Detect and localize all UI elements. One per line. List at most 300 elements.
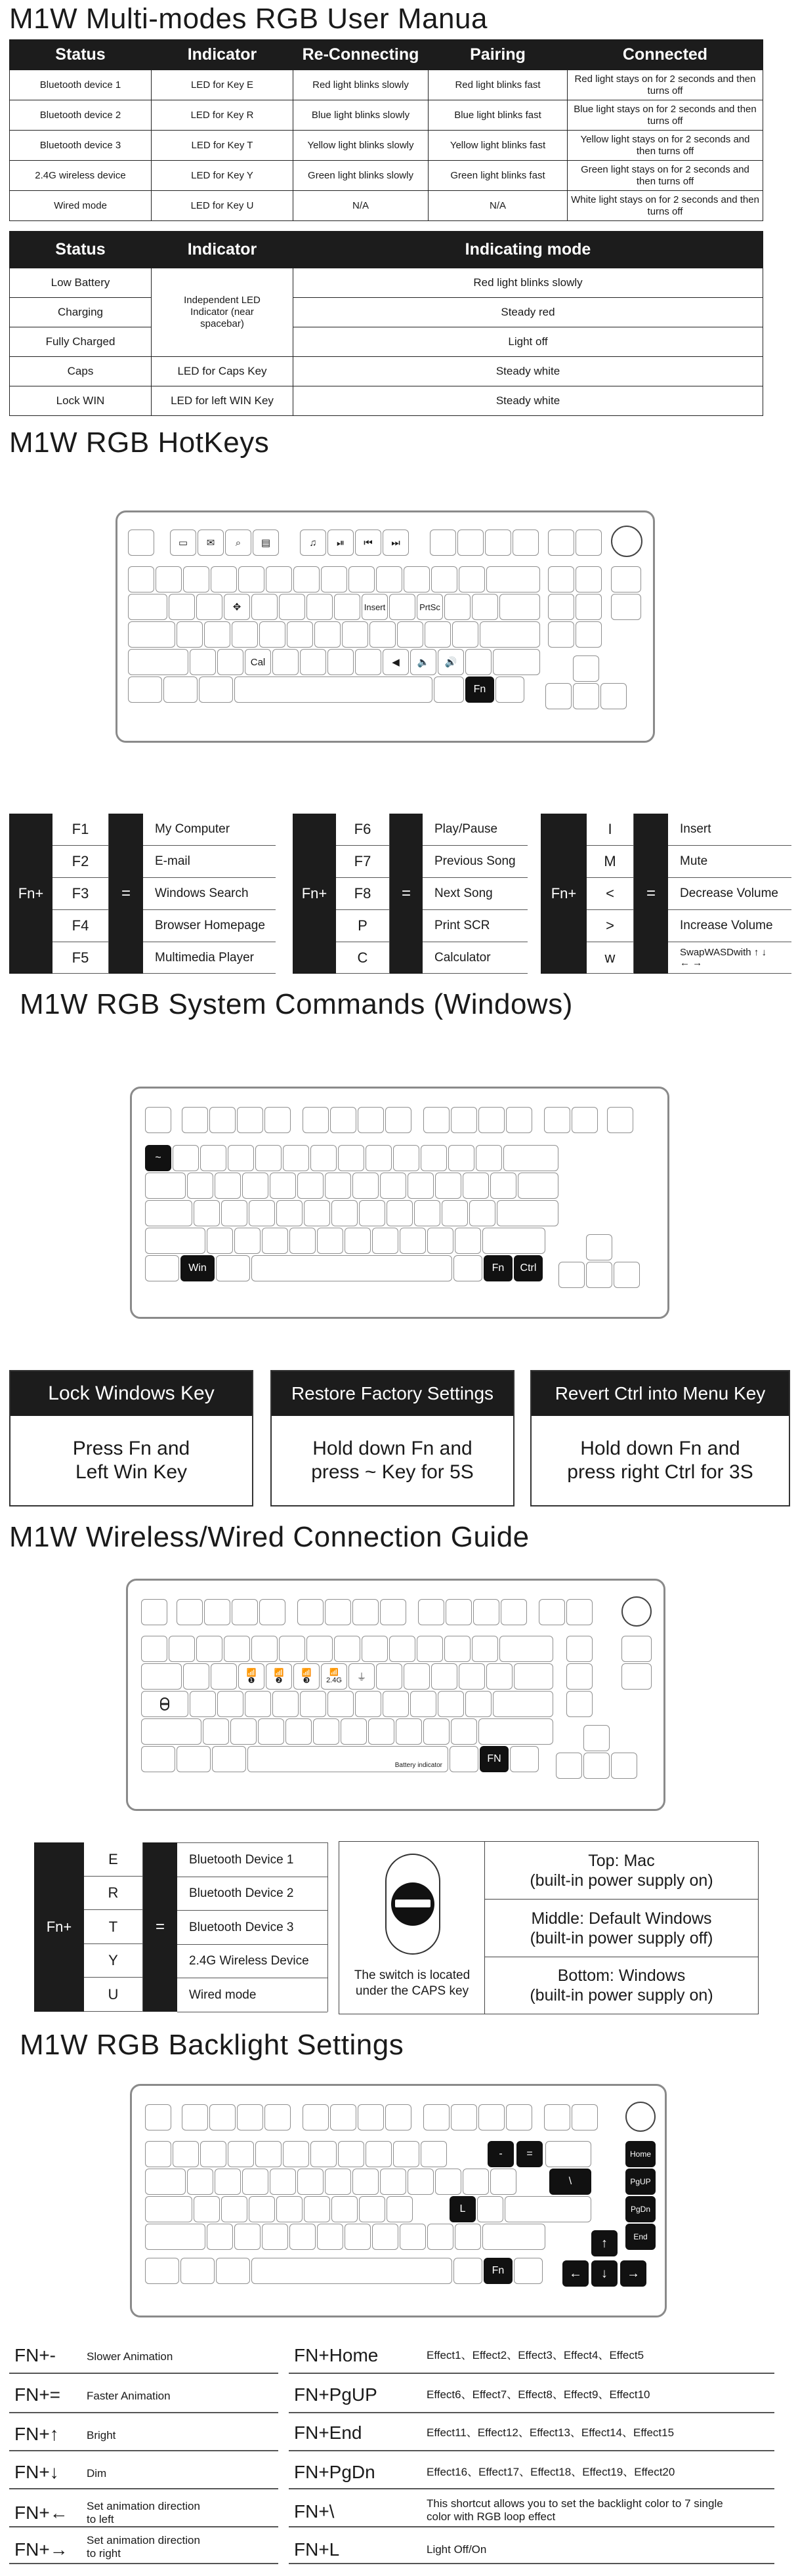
enter-key bbox=[497, 1200, 558, 1226]
keyboard-diagram-system bbox=[130, 1087, 669, 1319]
key bbox=[485, 530, 511, 556]
box-title: Restore Factory Settings bbox=[272, 1371, 513, 1416]
key bbox=[293, 566, 320, 592]
music-key bbox=[300, 530, 326, 556]
key bbox=[177, 621, 203, 648]
volume-knob bbox=[625, 2102, 656, 2132]
cell: Yellow light blinks fast bbox=[429, 131, 568, 161]
manual-title: M1W Multi-modes RGB User Manua bbox=[9, 3, 488, 35]
hotkey-desc: Insert bbox=[668, 814, 791, 846]
key bbox=[209, 2104, 236, 2130]
key bbox=[544, 2104, 570, 2130]
box-title: Lock Windows Key bbox=[10, 1371, 252, 1416]
cell: Green light stays on for 2 seconds and then turns off bbox=[568, 161, 763, 191]
key bbox=[289, 1228, 316, 1254]
key bbox=[400, 2224, 426, 2250]
key bbox=[145, 1107, 171, 1133]
key bbox=[452, 621, 478, 648]
shortcut-key: FN+→ bbox=[14, 2539, 68, 2560]
caps-key bbox=[145, 1200, 192, 1226]
key bbox=[217, 649, 243, 675]
key bbox=[338, 1145, 364, 1171]
mode-row-top bbox=[485, 1842, 758, 1900]
hotkey-desc: Play/Pause bbox=[423, 814, 528, 846]
shortcut-key: FN+← bbox=[14, 2503, 68, 2523]
mode-desc: Bluetooth Device 3 bbox=[177, 1911, 327, 1945]
shortcut-desc: Bright bbox=[87, 2429, 116, 2441]
shortcut-desc: Light Off/On bbox=[427, 2543, 487, 2556]
mode-line: (built-in power supply on) bbox=[530, 1986, 713, 2005]
key bbox=[385, 1107, 411, 1133]
key bbox=[544, 1107, 570, 1133]
shortcut-desc: Set animation direction to left bbox=[87, 2500, 200, 2525]
mode-key: U bbox=[84, 1978, 142, 2012]
wifi-icon: 📶 bbox=[301, 1668, 312, 1677]
key bbox=[472, 1636, 498, 1662]
music-icon: ♫ bbox=[309, 537, 317, 549]
switch-icon bbox=[385, 1854, 440, 1955]
shortcut-desc: Dim bbox=[87, 2467, 107, 2480]
cell: Red light blinks slowly bbox=[293, 268, 763, 298]
key bbox=[182, 1107, 208, 1133]
key bbox=[566, 1691, 593, 1717]
hotkey-descriptions bbox=[668, 814, 791, 974]
keyboard-diagram-backlight bbox=[130, 2084, 667, 2317]
key bbox=[331, 1200, 358, 1226]
equals-sign: = bbox=[634, 814, 668, 974]
right-arrow-key: → bbox=[620, 2260, 646, 2287]
key bbox=[455, 1228, 481, 1254]
divider bbox=[9, 2412, 278, 2413]
backspace-key bbox=[503, 1145, 558, 1171]
key bbox=[200, 2141, 226, 2167]
play-pause-icon: ⏯ bbox=[336, 537, 345, 549]
box-body bbox=[532, 1416, 789, 1505]
right-shift-key bbox=[482, 2224, 545, 2250]
hotkey-desc: Browser Homepage bbox=[143, 910, 276, 942]
win-key bbox=[180, 2258, 215, 2284]
key bbox=[310, 2141, 337, 2167]
box-line: Hold down Fn and bbox=[580, 1438, 740, 1459]
bt-number: ❷ bbox=[275, 1676, 283, 1685]
hotkey-desc: Decrease Volume bbox=[668, 878, 791, 910]
key bbox=[249, 2196, 275, 2222]
enter-key bbox=[480, 621, 540, 648]
key bbox=[264, 1107, 291, 1133]
table-row bbox=[10, 298, 763, 327]
key bbox=[400, 1228, 426, 1254]
cell: Blue light blinks fast bbox=[429, 100, 568, 131]
key bbox=[331, 2196, 358, 2222]
alt-key bbox=[216, 1255, 250, 1281]
key bbox=[434, 676, 464, 703]
key bbox=[572, 1107, 598, 1133]
key bbox=[283, 2141, 309, 2167]
divider bbox=[289, 2488, 774, 2489]
key bbox=[490, 1173, 516, 1199]
enter-key bbox=[493, 1691, 553, 1717]
key bbox=[345, 1228, 371, 1254]
key bbox=[270, 1173, 296, 1199]
key bbox=[514, 2258, 543, 2284]
divider bbox=[9, 2526, 278, 2527]
key bbox=[427, 2224, 453, 2250]
fn-key: Fn bbox=[484, 2258, 513, 2284]
shortcut-desc: Faster Animation bbox=[87, 2390, 171, 2402]
hotkey-desc: Previous Song bbox=[423, 846, 528, 878]
hotkey-key: F4 bbox=[52, 910, 108, 942]
cell: N/A bbox=[293, 191, 429, 221]
shortcut-key: FN+L bbox=[294, 2539, 340, 2560]
key bbox=[234, 1228, 261, 1254]
key bbox=[306, 594, 333, 620]
key bbox=[224, 1636, 250, 1662]
hotkey-desc: SwapWASDwith ↑ ↓ ← → bbox=[668, 942, 791, 974]
ctrl-right-key: Ctrl bbox=[514, 1255, 543, 1281]
key bbox=[352, 1173, 379, 1199]
key bbox=[539, 1599, 565, 1625]
key bbox=[300, 1691, 326, 1717]
key bbox=[393, 1145, 419, 1171]
key bbox=[303, 2104, 329, 2130]
mode-desc: Bluetooth Device 2 bbox=[177, 1877, 327, 1911]
cell: Blue light blinks slowly bbox=[293, 100, 429, 131]
key bbox=[614, 1262, 640, 1288]
key bbox=[207, 1228, 233, 1254]
key bbox=[141, 1599, 167, 1625]
key bbox=[607, 1107, 633, 1133]
key bbox=[423, 1718, 450, 1745]
hotkey-group-3 bbox=[541, 814, 791, 974]
key bbox=[194, 1200, 220, 1226]
caps-key bbox=[128, 621, 175, 648]
table-header-row bbox=[10, 232, 763, 268]
cell: Bluetooth device 3 bbox=[10, 131, 152, 161]
cell: Lock WIN bbox=[10, 386, 152, 416]
cell: 2.4G wireless device bbox=[10, 161, 152, 191]
shortcut-key: FN+PgDn bbox=[294, 2462, 375, 2482]
revert-ctrl-box bbox=[530, 1370, 790, 1506]
win-key: Win bbox=[180, 1255, 215, 1281]
key bbox=[232, 621, 258, 648]
cell: Low Battery bbox=[10, 268, 152, 298]
key bbox=[203, 1718, 229, 1745]
key bbox=[366, 1145, 392, 1171]
table-row bbox=[10, 357, 763, 386]
computer-icon: ▭ bbox=[178, 537, 188, 549]
key bbox=[396, 1718, 422, 1745]
key bbox=[279, 594, 305, 620]
shortcut-key: FN+↑ bbox=[14, 2424, 59, 2444]
hotkey-descriptions bbox=[143, 814, 276, 974]
volume-down-key: ◀ bbox=[383, 649, 409, 675]
key bbox=[421, 1145, 447, 1171]
col-status: Status bbox=[10, 232, 152, 268]
mode-desc: 2.4G Wireless Device bbox=[177, 1945, 327, 1978]
key bbox=[455, 2224, 481, 2250]
key bbox=[376, 1663, 402, 1690]
caps-key bbox=[141, 1691, 188, 1717]
mode-row-bottom bbox=[485, 1957, 758, 2014]
key bbox=[283, 1145, 309, 1171]
key bbox=[558, 1262, 585, 1288]
col-connected: Connected bbox=[568, 40, 763, 70]
key bbox=[548, 566, 574, 592]
mode-desc: Bluetooth Device 1 bbox=[177, 1843, 327, 1877]
key bbox=[156, 566, 182, 592]
hotkey-group-1 bbox=[9, 814, 276, 974]
key bbox=[518, 1173, 558, 1199]
mute-key: 🔈 bbox=[410, 649, 436, 675]
key bbox=[448, 1145, 474, 1171]
key bbox=[310, 1145, 337, 1171]
hotkey-key: F7 bbox=[336, 846, 389, 878]
cell: LED for Key R bbox=[152, 100, 293, 131]
key bbox=[372, 1228, 398, 1254]
merged-indicator-cell: Independent LED Indicator (near spacebar) bbox=[152, 268, 293, 357]
hotkey-key: I bbox=[587, 814, 633, 846]
hotkey-desc: Calculator bbox=[423, 942, 528, 974]
wireless-descriptions bbox=[177, 1842, 328, 2012]
bt-number: ❶ bbox=[247, 1676, 255, 1685]
key bbox=[545, 683, 572, 709]
shift-key bbox=[145, 2224, 205, 2250]
cell: Yellow light stays on for 2 seconds and then turns off bbox=[568, 131, 763, 161]
hotkey-keys bbox=[336, 814, 390, 974]
l-key: L bbox=[450, 2196, 476, 2222]
divider bbox=[289, 2412, 774, 2413]
key bbox=[327, 649, 354, 675]
key bbox=[431, 566, 457, 592]
mode-switch-icon bbox=[160, 1697, 169, 1711]
alt-key bbox=[212, 1746, 246, 1772]
shortcut-key: FN+↓ bbox=[14, 2462, 59, 2482]
key bbox=[237, 2104, 263, 2130]
box-line: Hold down Fn and bbox=[312, 1438, 472, 1459]
key bbox=[501, 1599, 527, 1625]
key bbox=[262, 2224, 288, 2250]
key bbox=[476, 1145, 502, 1171]
key bbox=[297, 1173, 324, 1199]
box-title: Revert Ctrl into Menu Key bbox=[532, 1371, 789, 1416]
key bbox=[259, 1599, 285, 1625]
key bbox=[215, 1173, 241, 1199]
right-shift-key bbox=[482, 1228, 545, 1254]
table-row bbox=[10, 268, 763, 298]
key bbox=[453, 2258, 482, 2284]
volume-knob bbox=[611, 526, 642, 557]
key bbox=[306, 1636, 333, 1662]
cell: LED for Key E bbox=[152, 70, 293, 100]
key bbox=[272, 1691, 299, 1717]
shortcut-key: FN+Home bbox=[294, 2345, 379, 2365]
col-reconnecting: Re-Connecting bbox=[293, 40, 429, 70]
key bbox=[276, 2196, 303, 2222]
volume-up-key: 🔊 bbox=[438, 649, 464, 675]
key bbox=[372, 2224, 398, 2250]
divider bbox=[289, 2563, 774, 2564]
key bbox=[327, 1691, 354, 1717]
key bbox=[499, 594, 540, 620]
key bbox=[211, 566, 237, 592]
key bbox=[264, 2104, 291, 2130]
shortcut-desc: Set animation direction to right bbox=[87, 2534, 200, 2560]
key bbox=[583, 1753, 610, 1779]
hotkey-desc: Mute bbox=[668, 846, 791, 878]
cell: Red light stays on for 2 seconds and then turns off bbox=[568, 70, 763, 100]
key bbox=[611, 1753, 637, 1779]
key bbox=[221, 1200, 247, 1226]
key bbox=[128, 566, 154, 592]
right-shift-key bbox=[493, 649, 540, 675]
key bbox=[459, 1663, 485, 1690]
cell: Green light blinks slowly bbox=[293, 161, 429, 191]
box-line: Left Win Key bbox=[75, 1461, 188, 1483]
key bbox=[414, 1200, 440, 1226]
fn-key: FN bbox=[480, 1746, 509, 1772]
spacebar bbox=[251, 2258, 452, 2284]
key bbox=[387, 1200, 413, 1226]
divider bbox=[9, 2450, 278, 2451]
key bbox=[128, 530, 154, 556]
key bbox=[421, 2141, 447, 2167]
cell: Yellow light blinks slowly bbox=[293, 131, 429, 161]
tilde-key: ~ bbox=[145, 1145, 171, 1171]
key bbox=[289, 2224, 316, 2250]
key bbox=[187, 1173, 213, 1199]
cell: Caps bbox=[10, 357, 152, 386]
cell: Red light blinks slowly bbox=[293, 70, 429, 100]
mode-line: (built-in power supply off) bbox=[530, 1928, 713, 1947]
ghz-label: 2.4G bbox=[326, 1676, 342, 1684]
table-row bbox=[10, 100, 763, 131]
up-arrow-key: ↑ bbox=[591, 2230, 618, 2256]
search-key bbox=[225, 530, 251, 556]
prev-key bbox=[355, 530, 381, 556]
table-row bbox=[10, 161, 763, 191]
cell: Wired mode bbox=[10, 191, 152, 221]
key bbox=[317, 1228, 343, 1254]
key bbox=[463, 1173, 489, 1199]
switch-box bbox=[339, 1841, 759, 2014]
key bbox=[251, 1636, 278, 1662]
hotkey-keys bbox=[587, 814, 634, 974]
table-row bbox=[10, 327, 763, 357]
cell: White light stays on for 2 seconds and then turns off bbox=[568, 191, 763, 221]
key bbox=[145, 2141, 171, 2167]
cell: LED for Key Y bbox=[152, 161, 293, 191]
key bbox=[513, 530, 539, 556]
tab-key bbox=[145, 2169, 186, 2195]
box-body bbox=[272, 1416, 513, 1505]
key bbox=[548, 530, 574, 556]
key bbox=[317, 2224, 343, 2250]
key bbox=[358, 1107, 384, 1133]
key bbox=[325, 1599, 351, 1625]
key bbox=[194, 2196, 220, 2222]
bt3-key bbox=[293, 1663, 320, 1690]
key bbox=[431, 1663, 457, 1690]
my-computer-key bbox=[170, 530, 196, 556]
key bbox=[451, 1107, 477, 1133]
key bbox=[230, 1718, 257, 1745]
key bbox=[183, 1663, 209, 1690]
key bbox=[472, 594, 498, 620]
lock-windows-box bbox=[9, 1370, 253, 1506]
shortcut-desc: Slower Animation bbox=[87, 2350, 173, 2363]
col-indicator: Indicator bbox=[152, 40, 293, 70]
caps-key bbox=[145, 2196, 192, 2222]
key bbox=[228, 1145, 254, 1171]
hotkey-key: F5 bbox=[52, 942, 108, 974]
key bbox=[404, 1663, 430, 1690]
keyboard-diagram-hotkeys bbox=[116, 510, 655, 743]
hotkey-desc: Windows Search bbox=[143, 878, 276, 910]
key bbox=[576, 621, 602, 648]
key bbox=[586, 1262, 612, 1288]
key bbox=[304, 1200, 330, 1226]
mode-line: Middle: Default Windows bbox=[531, 1909, 712, 1928]
fn-label: Fn+ bbox=[34, 1842, 84, 2012]
key bbox=[215, 2169, 241, 2195]
mode-line: Top: Mac bbox=[588, 1851, 655, 1870]
key bbox=[249, 1200, 275, 1226]
keyboard-diagram-wireless bbox=[126, 1579, 665, 1811]
key bbox=[355, 649, 381, 675]
key bbox=[418, 1599, 444, 1625]
key bbox=[621, 1636, 652, 1662]
shortcut-key: FN+= bbox=[14, 2384, 61, 2405]
key bbox=[141, 1636, 167, 1662]
prtsc-key: PrtSc bbox=[417, 594, 443, 620]
key bbox=[385, 2104, 411, 2130]
key bbox=[334, 1636, 360, 1662]
key bbox=[228, 2141, 254, 2167]
key bbox=[242, 2169, 268, 2195]
key bbox=[463, 2169, 489, 2195]
wifi-icon: 📶 bbox=[246, 1668, 257, 1677]
divider bbox=[9, 2373, 278, 2374]
key bbox=[380, 2169, 406, 2195]
backslash-key: \ bbox=[549, 2169, 591, 2195]
key bbox=[325, 1173, 351, 1199]
fn-key: Fn bbox=[484, 1255, 513, 1281]
key bbox=[297, 2169, 324, 2195]
key bbox=[404, 566, 430, 592]
key bbox=[190, 649, 216, 675]
mode-line: (built-in power supply on) bbox=[530, 1871, 713, 1890]
cell: Steady red bbox=[293, 298, 763, 327]
key bbox=[495, 676, 524, 703]
pgup-key: PgUP bbox=[625, 2169, 656, 2195]
key bbox=[245, 1691, 271, 1717]
key bbox=[341, 1718, 367, 1745]
fn-label: Fn+ bbox=[541, 814, 587, 974]
mode-key: T bbox=[84, 1910, 142, 1944]
cell: LED for Key T bbox=[152, 131, 293, 161]
key bbox=[338, 2141, 364, 2167]
wireless-key-table bbox=[34, 1842, 328, 2012]
key bbox=[465, 649, 492, 675]
key bbox=[573, 655, 599, 682]
key bbox=[355, 1691, 381, 1717]
cell: Bluetooth device 1 bbox=[10, 70, 152, 100]
key bbox=[444, 1636, 471, 1662]
cell: N/A bbox=[429, 191, 568, 221]
wasd-arrows-icon: ✥ bbox=[232, 602, 242, 613]
hotkey-desc: My Computer bbox=[143, 814, 276, 846]
backspace-key bbox=[486, 566, 540, 592]
